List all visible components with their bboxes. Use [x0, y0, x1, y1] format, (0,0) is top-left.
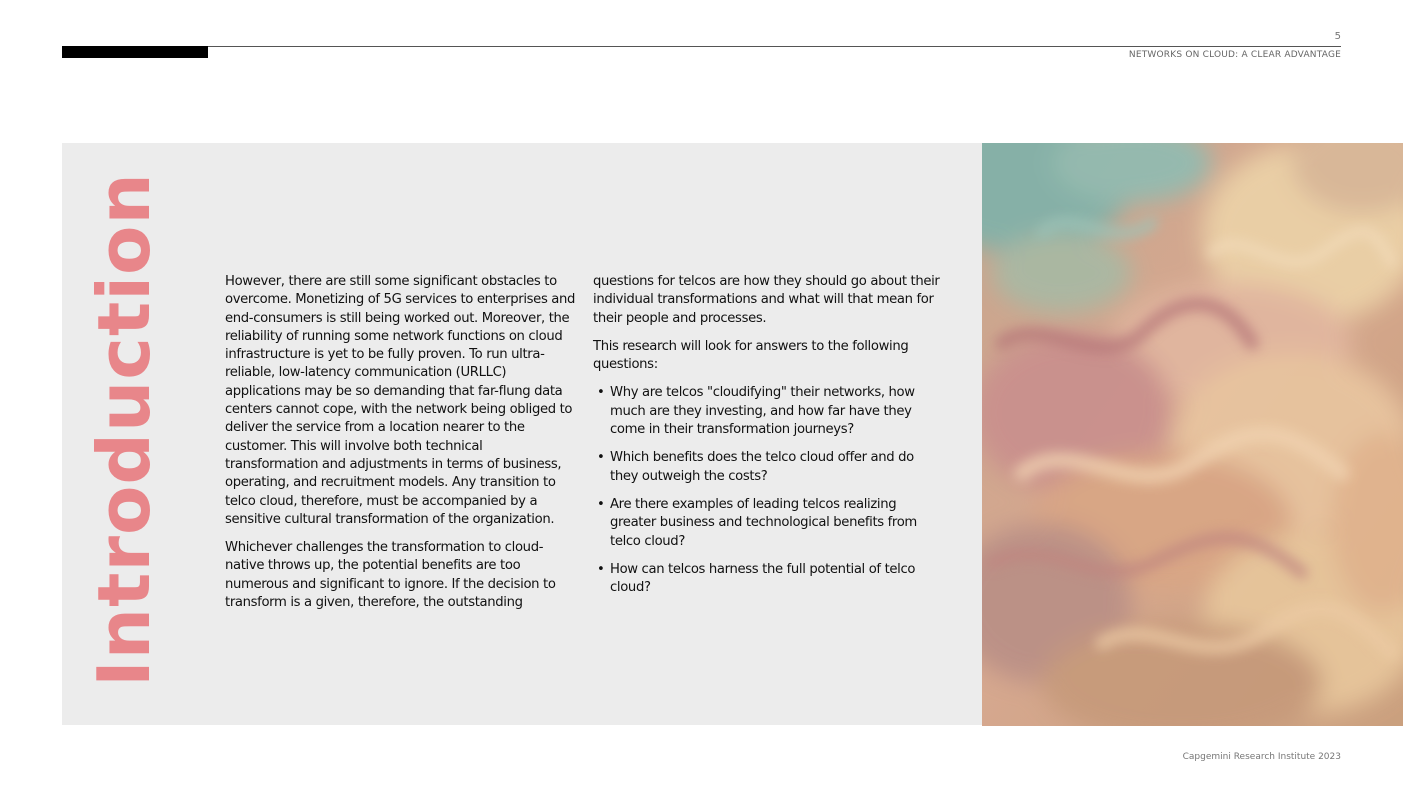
- header-rule: [62, 46, 1341, 47]
- paragraph: questions for telcos are how they should go about their individual transformations and what will that mean for their people and processes.: [593, 274, 940, 326]
- text-column-left: [225, 273, 577, 622]
- footer-credit: Capgemini Research Institute 2023: [1182, 752, 1341, 762]
- page-number: 5: [1334, 31, 1341, 42]
- paragraph: This research will look for answers to the following questions:: [593, 338, 909, 373]
- ink-smoke-graphic: [982, 143, 1403, 726]
- text-column-right: [593, 273, 943, 607]
- list-item: • How can telcos harness the full potential of telco cloud?: [593, 561, 943, 598]
- question-list: [593, 384, 943, 597]
- ink-smoke-image: [982, 143, 1403, 726]
- paragraph: However, there are still some significant obstacles to overcome. Monetizing of 5G services to enterprises and end-consumers is still being worked out. Moreover, the reliability of running some network functions on cloud infrastructure is yet to be fully proven. To run ultra-reliable, low-latency communication (URLLC) applications may be so demanding that far-flung data centers cannot cope, with the network being obliged to deliver the service from a location nearer to the customer. This will involve both technical transformation and adjustments in terms of business, operating, and recruitment models. Any transition to telco cloud, therefore, must be accompanied by a sensitive cultural transformation of the organization.: [225, 274, 576, 527]
- list-item: • Which benefits does the telco cloud offer and do they outweigh the costs?: [593, 449, 943, 486]
- paragraph: Whichever challenges the transformation to cloud-native throws up, the potential benefits are too numerous and significant to ignore. If the decision to transform is a given, therefore, the outstanding: [225, 540, 556, 611]
- document-title: NETWORKS ON CLOUD: A CLEAR ADVANTAGE: [1128, 50, 1341, 60]
- list-item: • Why are telcos "cloudifying" their networks, how much are they investing, and how far have they come in their transformation journeys?: [593, 384, 943, 439]
- list-item: • Are there examples of leading telcos realizing greater business and technological benefits from telco cloud?: [593, 496, 943, 551]
- header-accent-bar: [62, 46, 208, 58]
- section-title: Introduction: [82, 172, 166, 687]
